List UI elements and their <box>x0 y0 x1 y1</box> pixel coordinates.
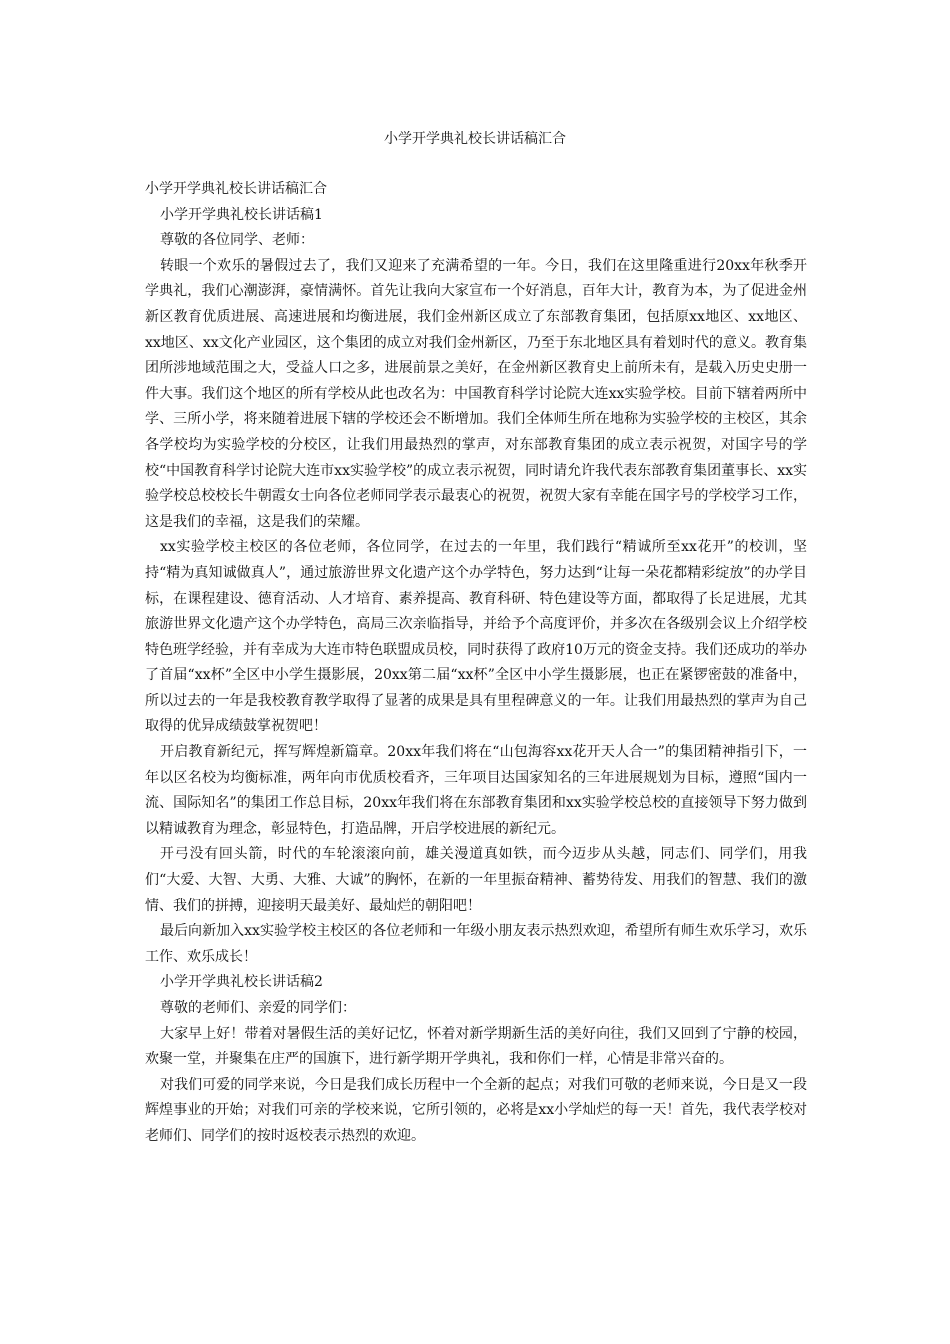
paragraph: 尊敬的各位同学、老师： <box>160 232 314 249</box>
paragraph: 小学开学典礼校长讲话稿2 <box>160 974 323 991</box>
paragraph: 最后向新加入xx实验学校主校区的各位老师和一年级小朋友表示热烈欢迎，希望所有师生欢乐学习，欢乐工作、欢乐成长！ <box>145 923 807 965</box>
paragraph: 尊敬的老师们、亲爱的同学们： <box>160 1000 356 1016</box>
paragraph: 转眼一个欢乐的暑假过去了，我们又迎来了充满希望的一年。今日，我们在这里隆重进行20xx年秋季开学典礼，我们心潮澎湃，豪情满怀。首先让我向大家宣布一个好消息，百年大计，教育为本，为了促进金州新区教育优质进展、高速进展和均衡进展，我们金州新区成立了东部教育集团，包括原xx地区、xx地区、xx地区、xx文化产业园区，这个集团的成立对我们金州新区，乃至于东北地区具有着划时代的意义。教育集团所涉地域范围之大，受益人口之多，进展前景之美好，在金州新区教育史上前所未有，是载入历史史册一件大事。我们这个地区的所有学校从此也改名为：中国教育科学讨论院大连xx实验学校。目前下辖着两所中学、三所小学，将来随着进展下辖的学校还会不断增加。我们全体师生所在地称为实验学校的主校区，其余各学校均为实验学校的分校区，让我们用最热烈的掌声，对东部教育集团的成立表示祝贺，对国字号的学校“中国教育科学讨论院大连市xx实验学校”的成立表示祝贺，同时请允许我代表东部教育集团董事长、xx实验学校总校校长牛朝霞女士向各位老师同学表示最衷心的祝贺，祝贺大家有幸能在国字号的学校学习工作，这是我们的幸福，这是我们的荣耀。 <box>145 257 807 530</box>
paragraph: 大家早上好！带着对暑假生活的美好记忆，怀着对新学期新生活的美好向往，我们又回到了宁静的校园，欢聚一堂，并聚集在庄严的国旗下，进行新学期开学典礼，我和你们一样，心情是非常兴奋的。 <box>145 1025 807 1068</box>
document-title: 小学开学典礼校长讲话稿汇合 <box>384 131 566 147</box>
paragraph: 小学开学典礼校长讲话稿汇合 <box>145 181 327 197</box>
document-body <box>145 177 807 1150</box>
paragraph: xx实验学校主校区的各位老师，各位同学，在过去的一年里，我们践行“精诚所至xx花开”的校训，坚持“精为真知诚做真人”，通过旅游世界文化遗产这个办学特色，努力达到“让每一朵花都精彩绽放”的办学目标，在课程建设、德育活动、人才培育、素养提高、教育科研、特色建设等方面，都取得了长足进展，尤其旅游世界文化遗产这个办学特色，高局三次亲临指导，并给予个高度评价，并多次在各级别会议上介绍学校特色班学经验，并有幸成为大连市特色联盟成员校，同时获得了政府10万元的资金支持。我们还成功的举办了首届“xx杯”全区中小学生摄影展，20xx第二届“xx杯”全区中小学生摄影展，也正在紧锣密鼓的准备中，所以过去的一年是我校教育教学取得了显著的成果是具有里程碑意义的一年。让我们用最热烈的掌声为自己取得的优异成绩鼓掌祝贺吧！ <box>145 539 807 735</box>
paragraph: 对我们可爱的同学来说，今日是我们成长历程中一个全新的起点；对我们可敬的老师来说，今日是又一段辉煌事业的开始；对我们可亲的学校来说，它所引领的，必将是xx小学灿烂的每一天！首先，我代表学校对老师们、同学们的按时返校表示热烈的欢迎。 <box>145 1076 807 1144</box>
paragraph: 开启教育新纪元，挥写辉煌新篇章。20xx年我们将在“山包海容xx花开天人合一”的集团精神指引下，一年以区名校为均衡标准，两年向市优质校看齐，三年项目达国家知名的三年进展规划为目标，遵照“国内一流、国际知名”的集团工作总目标，20xx年我们将在东部教育集团和xx实验学校总校的直接领导下努力做到以精诚教育为理念，彰显特色，打造品牌，开启学校进展的新纪元。 <box>145 744 807 837</box>
paragraph: 开弓没有回头箭，时代的车轮滚滚向前，雄关漫道真如铁，而今迈步从头越，同志们、同学们，用我们“大爱、大智、大勇、大雅、大诚”的胸怀，在新的一年里振奋精神、蓄势待发、用我们的智慧、我们的激情、我们的拼搏，迎接明天最美好、最灿烂的朝阳吧！ <box>145 846 807 914</box>
paragraph: 小学开学典礼校长讲话稿1 <box>160 206 323 223</box>
